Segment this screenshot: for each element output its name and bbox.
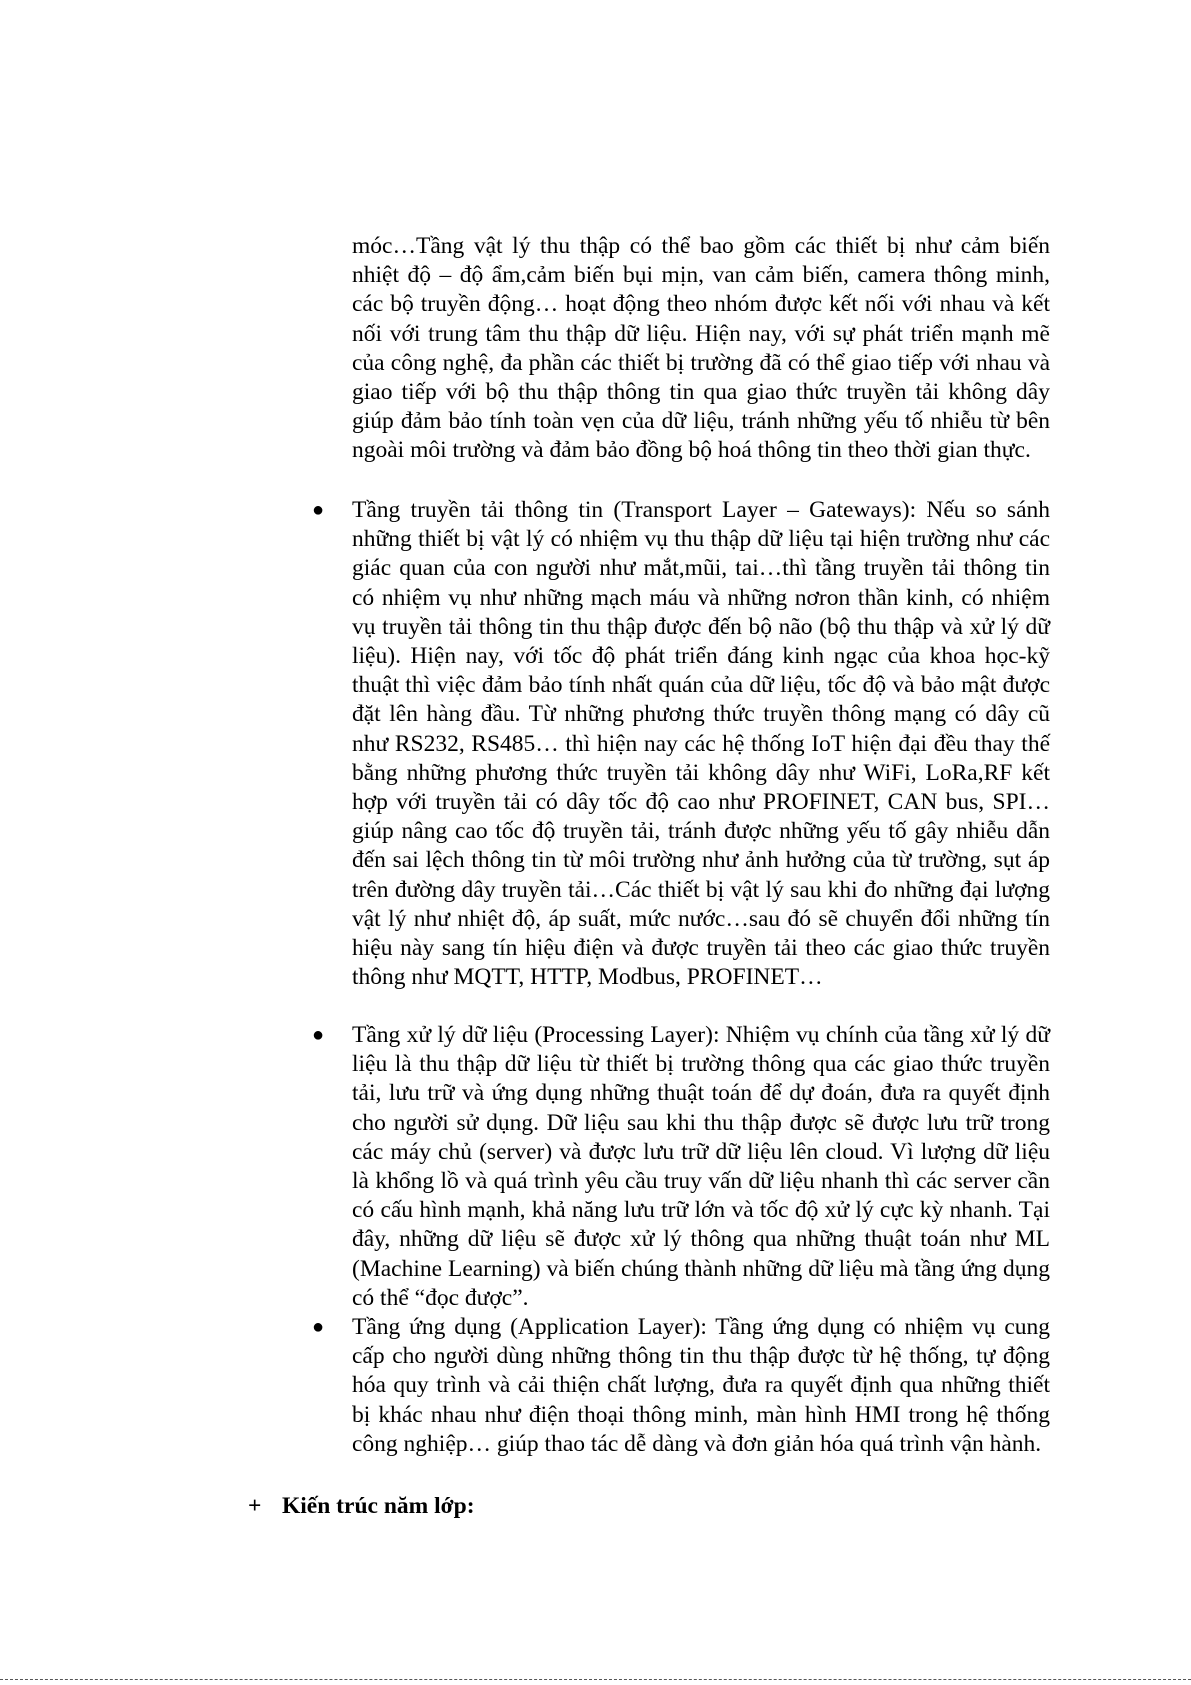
bullet-marker: ● <box>312 1316 325 1338</box>
bullet-marker: ● <box>312 1024 325 1046</box>
bullet-marker: ● <box>312 499 325 521</box>
transport-layer-paragraph: Tầng truyền tải thông tin (Transport Layer – Gateways): Nếu so sánh những thiết bị vật lý có nhiệm vụ thu thập dữ liệu tại hiện trường như các giác quan của con người như mắt,mũi, tai…thì tầng truyền tải thông tin có nhiệm vụ như những mạch máu và những nơron thần kinh, có nhiệm vụ truyền tải thông tin thu thập được đến bộ não (bộ thu thập và xử lý dữ liệu). Hiện nay, với tốc độ phát triển đáng kinh ngạc của khoa học-kỹ thuật thì việc đảm bảo tính nhất quán của dữ liệu, tốc độ và bảo mật được đặt lên hàng đầu. Từ những phương thức truyền thông mạng có dây cũ như RS232, RS485… thì hiện nay các hệ thống IoT hiện đại đều thay thế bằng những phương thức truyền tải không dây như WiFi, LoRa,RF kết hợp với truyền tải có dây tốc độ cao như PROFINET, CAN bus, SPI… giúp nâng cao tốc độ truyền tải, tránh được những yếu tố gây nhiễu dẫn đến sai lệch thông tin từ môi trường như ảnh hưởng của từ trường, sụt áp trên đường dây truyền tải…Các thiết bị vật lý sau khi đo những đại lượng vật lý như nhiệt độ, áp suất, mức nước…sau đó sẽ chuyển đổi những tín hiệu này sang tín hiệu điện và được truyền tải theo các giao thức truyền thông như MQTT, HTTP, Modbus, PROFINET… <box>352 497 1050 991</box>
intro-paragraph: móc…Tầng vật lý thu thập có thể bao gồm các thiết bị như cảm biến nhiệt độ – độ ẩm,cảm biến bụi mịn, van cảm biến, camera thông minh, các bộ truyền động… hoạt động theo nhóm được kết nối với nhau và kết nối với trung tâm thu thập dữ liệu. Hiện nay, với sự phát triển mạnh mẽ của công nghệ, đa phần các thiết bị trường đã có thể giao tiếp với nhau và giao tiếp với bộ thu thập thông tin qua giao thức truyền tải không dây giúp đảm bảo tính toàn vẹn của dữ liệu, tránh những yếu tố nhiễu từ bên ngoài môi trường và đảm bảo đồng bộ hoá thông tin theo thời gian thực. <box>352 233 1050 464</box>
heading-marker: + <box>248 1493 262 1519</box>
page-bottom-divider <box>0 1679 1191 1681</box>
processing-layer-paragraph: Tầng xử lý dữ liệu (Processing Layer): Nhiệm vụ chính của tầng xử lý dữ liệu là thu thập dữ liệu từ thiết bị trường thông qua các giao thức truyền tải, lưu trữ và ứng dụng những thuật toán để dự đoán, đưa ra quyết định cho người sử dụng. Dữ liệu sau khi thu thập được sẽ được lưu trữ trong các máy chủ (server) và được lưu trữ dữ liệu lên cloud. Vì lượng dữ liệu là khổng lồ và quá trình yêu cầu truy vấn dữ liệu nhanh thì các server cần có cấu hình mạnh, khả năng lưu trữ lớn và tốc độ xử lý cực kỳ nhanh. Tại đây, những dữ liệu sẽ được xử lý thông qua những thuật toán như ML (Machine Learning) và biến chúng thành những dữ liệu mà tầng ứng dụng có thể “đọc được”. <box>352 1022 1050 1311</box>
application-layer-paragraph: Tầng ứng dụng (Application Layer): Tầng ứng dụng có nhiệm vụ cung cấp cho người dùng những thông tin thu thập được từ hệ thống, tự động hóa quy trình và cải thiện chất lượng, đưa ra quyết định qua những thiết bị khác nhau như điện thoại thông minh, màn hình HMI trong hệ thống công nghiệp… giúp thao tác dễ dàng và đơn giản hóa quá trình vận hành. <box>352 1314 1050 1457</box>
section-heading <box>248 1492 475 1521</box>
heading-text: Kiến trúc năm lớp: <box>282 1493 475 1519</box>
